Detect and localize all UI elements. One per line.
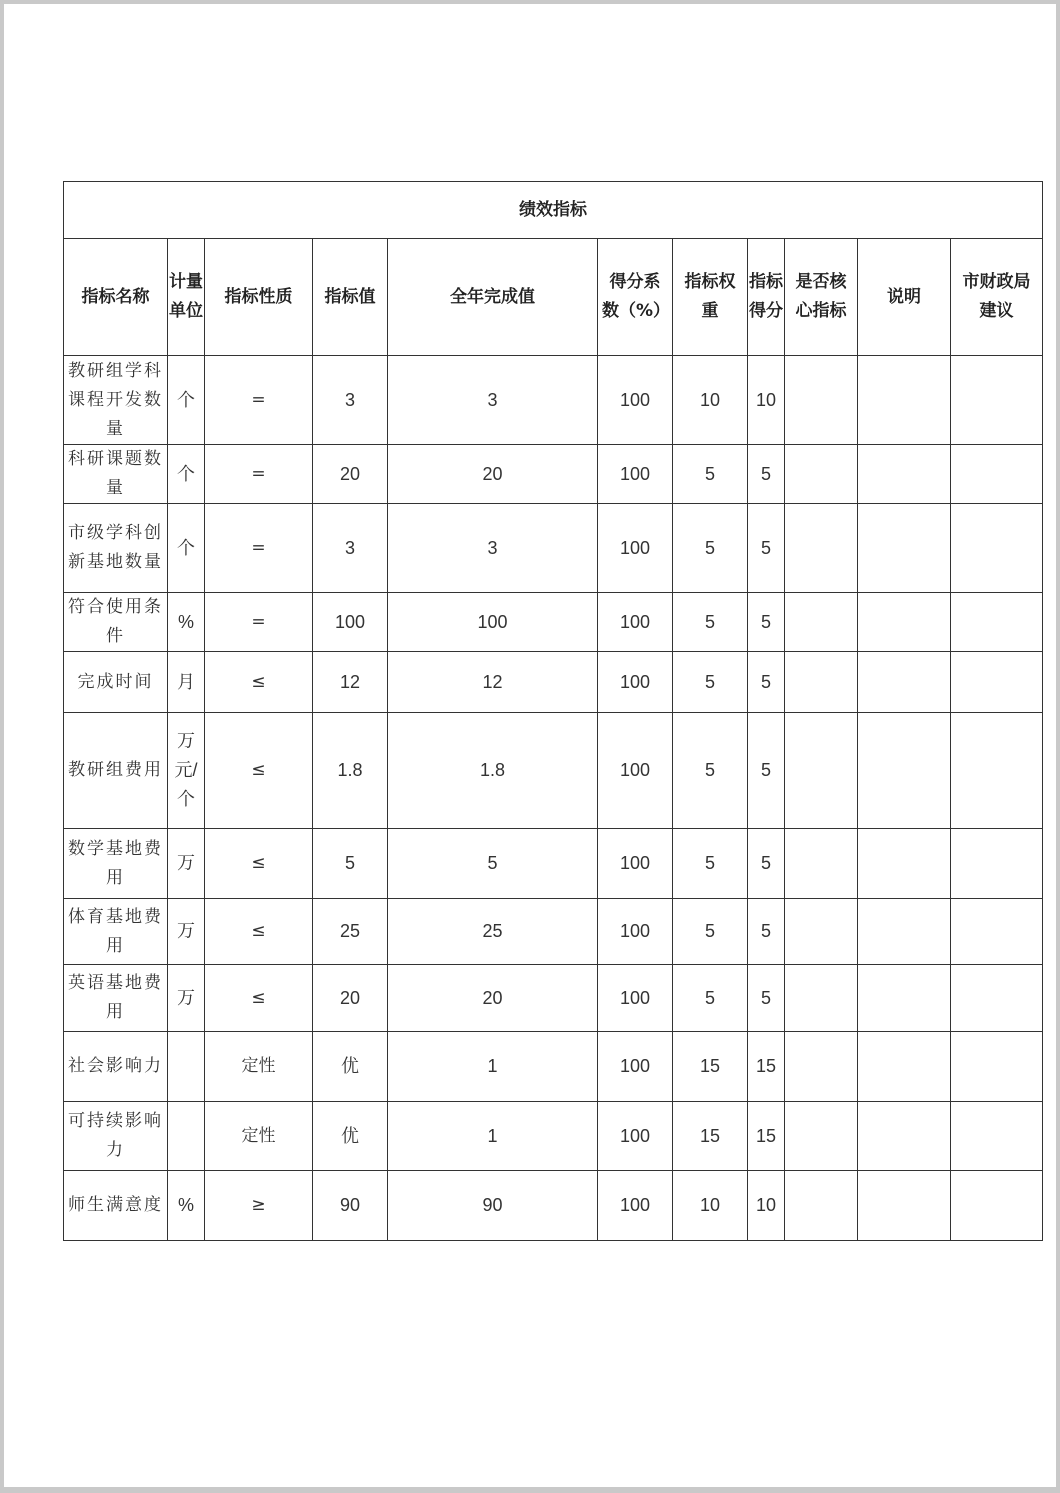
cell-core-indicator (785, 445, 858, 504)
table-row (64, 829, 1043, 899)
header-score-coefficient: 得分系数（%） (598, 239, 673, 356)
header-indicator-weight: 指标权重 (673, 239, 748, 356)
cell-score-coefficient: 100 (598, 504, 673, 593)
cell-remarks (858, 652, 951, 713)
cell-target-value: 100 (313, 593, 388, 652)
cell-remarks (858, 965, 951, 1032)
cell-target-value: 5 (313, 829, 388, 899)
cell-score: 5 (748, 829, 785, 899)
header-finance-suggestion: 市财政局建议 (951, 239, 1043, 356)
table-row (64, 445, 1043, 504)
table-row (64, 356, 1043, 445)
document-page (4, 4, 1056, 1487)
table-row (64, 593, 1043, 652)
cell-indicator-name: 符合使用条件 (64, 593, 168, 652)
cell-score: 5 (748, 504, 785, 593)
cell-weight: 5 (673, 829, 748, 899)
cell-weight: 15 (673, 1102, 748, 1171)
cell-core-indicator (785, 356, 858, 445)
cell-completion-value: 5 (388, 829, 598, 899)
cell-nature: ≥ (205, 1171, 313, 1241)
cell-core-indicator (785, 713, 858, 829)
cell-target-value: 1.8 (313, 713, 388, 829)
table-row (64, 1032, 1043, 1102)
cell-remarks (858, 1171, 951, 1241)
cell-weight: 5 (673, 713, 748, 829)
cell-core-indicator (785, 1171, 858, 1241)
cell-target-value: 20 (313, 965, 388, 1032)
cell-target-value: 优 (313, 1032, 388, 1102)
cell-nature: ≤ (205, 713, 313, 829)
cell-completion-value: 1 (388, 1102, 598, 1171)
cell-remarks (858, 356, 951, 445)
cell-target-value: 20 (313, 445, 388, 504)
cell-target-value: 优 (313, 1102, 388, 1171)
cell-score-coefficient: 100 (598, 445, 673, 504)
cell-finance-suggestion (951, 445, 1043, 504)
cell-unit: % (168, 1171, 205, 1241)
cell-indicator-name: 可持续影响力 (64, 1102, 168, 1171)
cell-unit: 个 (168, 356, 205, 445)
cell-score-coefficient: 100 (598, 356, 673, 445)
cell-weight: 15 (673, 1032, 748, 1102)
cell-target-value: 90 (313, 1171, 388, 1241)
cell-core-indicator (785, 965, 858, 1032)
cell-indicator-name: 英语基地费用 (64, 965, 168, 1032)
cell-nature: ≤ (205, 965, 313, 1032)
cell-weight: 5 (673, 899, 748, 965)
table-row (64, 713, 1043, 829)
cell-score: 5 (748, 899, 785, 965)
cell-weight: 5 (673, 445, 748, 504)
cell-score: 5 (748, 445, 785, 504)
table-row (64, 1102, 1043, 1171)
header-unit: 计量单位 (168, 239, 205, 356)
cell-completion-value: 100 (388, 593, 598, 652)
cell-remarks (858, 829, 951, 899)
cell-score: 5 (748, 965, 785, 1032)
cell-weight: 5 (673, 652, 748, 713)
cell-core-indicator (785, 1102, 858, 1171)
cell-score-coefficient: 100 (598, 652, 673, 713)
cell-unit: 个 (168, 504, 205, 593)
cell-weight: 5 (673, 504, 748, 593)
cell-nature: = (205, 445, 313, 504)
cell-finance-suggestion (951, 593, 1043, 652)
cell-nature: = (205, 504, 313, 593)
cell-remarks (858, 1032, 951, 1102)
cell-core-indicator (785, 899, 858, 965)
cell-weight: 5 (673, 593, 748, 652)
cell-core-indicator (785, 829, 858, 899)
cell-score: 5 (748, 652, 785, 713)
cell-target-value: 12 (313, 652, 388, 713)
cell-remarks (858, 445, 951, 504)
cell-target-value: 3 (313, 356, 388, 445)
cell-completion-value: 1 (388, 1032, 598, 1102)
cell-remarks (858, 713, 951, 829)
cell-nature: ≤ (205, 899, 313, 965)
cell-finance-suggestion (951, 713, 1043, 829)
cell-unit: % (168, 593, 205, 652)
cell-completion-value: 1.8 (388, 713, 598, 829)
cell-unit (168, 1032, 205, 1102)
cell-unit: 万 (168, 829, 205, 899)
cell-core-indicator (785, 652, 858, 713)
cell-indicator-name: 师生满意度 (64, 1171, 168, 1241)
table-row (64, 899, 1043, 965)
cell-completion-value: 3 (388, 356, 598, 445)
cell-finance-suggestion (951, 1171, 1043, 1241)
cell-core-indicator (785, 1032, 858, 1102)
cell-nature: = (205, 356, 313, 445)
cell-score: 15 (748, 1102, 785, 1171)
cell-score-coefficient: 100 (598, 965, 673, 1032)
cell-score: 10 (748, 1171, 785, 1241)
cell-finance-suggestion (951, 829, 1043, 899)
header-indicator-value: 指标值 (313, 239, 388, 356)
cell-nature: ≤ (205, 652, 313, 713)
cell-score-coefficient: 100 (598, 1032, 673, 1102)
cell-core-indicator (785, 504, 858, 593)
cell-indicator-name: 教研组费用 (64, 713, 168, 829)
cell-indicator-name: 体育基地费用 (64, 899, 168, 965)
table-row (64, 965, 1043, 1032)
cell-unit (168, 1102, 205, 1171)
cell-finance-suggestion (951, 356, 1043, 445)
cell-nature: ≤ (205, 829, 313, 899)
table-row (64, 1171, 1043, 1241)
cell-completion-value: 20 (388, 445, 598, 504)
cell-indicator-name: 社会影响力 (64, 1032, 168, 1102)
cell-score-coefficient: 100 (598, 1171, 673, 1241)
cell-target-value: 25 (313, 899, 388, 965)
cell-finance-suggestion (951, 652, 1043, 713)
cell-completion-value: 25 (388, 899, 598, 965)
cell-unit: 月 (168, 652, 205, 713)
cell-finance-suggestion (951, 504, 1043, 593)
table-row (64, 652, 1043, 713)
header-annual-completion: 全年完成值 (388, 239, 598, 356)
cell-score-coefficient: 100 (598, 899, 673, 965)
cell-unit: 万 (168, 965, 205, 1032)
cell-completion-value: 20 (388, 965, 598, 1032)
cell-finance-suggestion (951, 1102, 1043, 1171)
cell-indicator-name: 完成时间 (64, 652, 168, 713)
table-title: 绩效指标 (64, 182, 1043, 239)
cell-indicator-name: 教研组学科课程开发数量 (64, 356, 168, 445)
cell-score-coefficient: 100 (598, 713, 673, 829)
cell-nature: 定性 (205, 1032, 313, 1102)
performance-indicator-table (63, 181, 1043, 1241)
header-indicator-score: 指标得分 (748, 239, 785, 356)
cell-score: 5 (748, 713, 785, 829)
cell-finance-suggestion (951, 1032, 1043, 1102)
cell-score: 10 (748, 356, 785, 445)
cell-unit: 个 (168, 445, 205, 504)
cell-completion-value: 3 (388, 504, 598, 593)
cell-core-indicator (785, 593, 858, 652)
cell-weight: 5 (673, 965, 748, 1032)
header-remarks: 说明 (858, 239, 951, 356)
cell-completion-value: 12 (388, 652, 598, 713)
cell-unit: 万元/个 (168, 713, 205, 829)
header-indicator-name: 指标名称 (64, 239, 168, 356)
cell-weight: 10 (673, 356, 748, 445)
cell-finance-suggestion (951, 899, 1043, 965)
cell-score: 15 (748, 1032, 785, 1102)
table-body (64, 356, 1043, 1241)
cell-score-coefficient: 100 (598, 1102, 673, 1171)
cell-finance-suggestion (951, 965, 1043, 1032)
cell-remarks (858, 899, 951, 965)
cell-weight: 10 (673, 1171, 748, 1241)
cell-remarks (858, 593, 951, 652)
header-core-indicator: 是否核心指标 (785, 239, 858, 356)
cell-score: 5 (748, 593, 785, 652)
cell-unit: 万 (168, 899, 205, 965)
cell-nature: = (205, 593, 313, 652)
cell-nature: 定性 (205, 1102, 313, 1171)
header-indicator-nature: 指标性质 (205, 239, 313, 356)
cell-indicator-name: 数学基地费用 (64, 829, 168, 899)
cell-target-value: 3 (313, 504, 388, 593)
cell-remarks (858, 504, 951, 593)
cell-remarks (858, 1102, 951, 1171)
cell-score-coefficient: 100 (598, 829, 673, 899)
table-row (64, 504, 1043, 593)
cell-indicator-name: 市级学科创新基地数量 (64, 504, 168, 593)
cell-indicator-name: 科研课题数量 (64, 445, 168, 504)
cell-score-coefficient: 100 (598, 593, 673, 652)
cell-completion-value: 90 (388, 1171, 598, 1241)
